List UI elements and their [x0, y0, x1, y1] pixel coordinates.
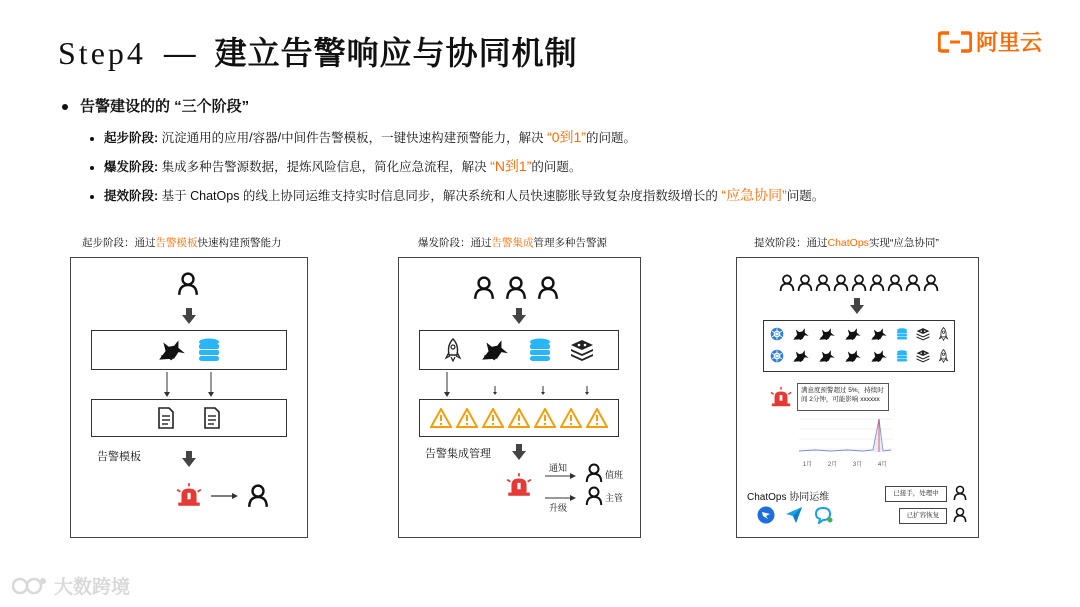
tomcat-icon — [844, 349, 862, 363]
template-row — [91, 399, 287, 437]
panel-start-stage — [70, 257, 308, 538]
person-icon — [851, 274, 867, 292]
redis-icon — [916, 349, 930, 363]
stage-text: 基于 ChatOps 的线上协同运维支持实时信息同步，解决系统和人员快速膨胀导致复杂度指数级增长的 — [161, 189, 718, 203]
down-arrow-icon — [850, 298, 864, 314]
down-arrow-icon — [512, 444, 526, 460]
chart-x-ticks — [795, 459, 895, 468]
siren-icon — [769, 386, 793, 408]
chat-apps — [757, 506, 833, 524]
person-icon — [953, 485, 967, 501]
stage-text-after: 问题。 — [786, 189, 825, 203]
bullet-dot — [62, 104, 68, 110]
document-icon — [157, 407, 175, 429]
warning-icon — [508, 408, 530, 428]
tomcat-icon — [818, 327, 836, 341]
caption-highlight: 告警模板 — [155, 237, 198, 249]
tomcat-icon — [157, 338, 187, 362]
person-icon — [905, 274, 921, 292]
redis-icon — [570, 339, 594, 361]
person-icon — [869, 274, 885, 292]
database-icon — [197, 338, 221, 362]
x-tick: 1月 — [802, 462, 813, 468]
person-icon — [953, 507, 967, 523]
stage-item-1 — [90, 127, 636, 147]
tomcat-icon — [870, 349, 888, 363]
caption-text: 爆发阶段：通过 — [418, 237, 492, 249]
tomcat-icon — [870, 327, 888, 341]
stage-text-after: 的问题。 — [586, 131, 637, 145]
person-icon — [797, 274, 813, 292]
aliyun-logo-icon — [938, 31, 972, 53]
title-dash: — — [163, 35, 197, 71]
siren-icon — [505, 472, 533, 498]
template-label: 告警模板 — [97, 451, 141, 463]
reply-bubble-1: 已接手，处理中 — [885, 486, 947, 502]
caption-highlight: 告警集成 — [491, 237, 534, 249]
database-icon — [896, 349, 908, 363]
bullet-dot — [90, 195, 94, 199]
watermark-text: 大数跨境 — [54, 577, 131, 598]
redis-icon — [916, 327, 930, 341]
stage-highlight: “应急协同” — [721, 187, 787, 203]
tomcat-icon — [844, 327, 862, 341]
manager-label: 主管 — [605, 493, 624, 503]
down-arrow-icon — [512, 308, 526, 324]
tomcat-icon — [792, 349, 810, 363]
database-icon — [528, 338, 552, 362]
person-icon — [473, 276, 495, 300]
panel-3-caption — [754, 235, 939, 250]
dingtalk-icon — [757, 506, 775, 524]
title-text: 建立告警响应与协同机制 — [214, 35, 578, 71]
warning-icon — [586, 408, 608, 428]
person-icon — [833, 274, 849, 292]
main-bullet — [62, 95, 249, 116]
page-title — [58, 28, 578, 74]
bullet-dot — [90, 137, 94, 141]
logo-text: 阿里云 — [975, 30, 1042, 55]
x-tick: 3月 — [852, 462, 863, 468]
k8s-icon — [770, 327, 784, 341]
siren-icon — [175, 483, 203, 507]
chat-icon — [813, 506, 833, 524]
stage-text: 沉淀通用的应用/容器/中间件告警模板，一键快速构建预警能力，解决 — [161, 131, 544, 145]
caption-text-after: 管理多种告警源 — [533, 237, 607, 249]
caption-highlight: ChatOps — [827, 237, 869, 249]
right-arrow-icon — [545, 473, 577, 479]
person-icon — [887, 274, 903, 292]
caption-text-after: 快速构建预警能力 — [197, 237, 282, 249]
stage-text: 集成多种告警源数据，提炼风险信息，简化应急流程，解决 — [161, 160, 487, 174]
warning-icon — [534, 408, 556, 428]
watermark — [12, 572, 130, 599]
document-icon — [203, 407, 221, 429]
right-arrow-icon — [211, 493, 239, 499]
stage-label: 提效阶段: — [104, 189, 159, 203]
panel-burst-stage — [398, 257, 641, 538]
reply-bubble-2: 已扩容恢复 — [899, 508, 947, 524]
caption-text-after: 实现“应急协同” — [868, 237, 939, 249]
stage-item-3 — [90, 185, 824, 205]
panel-1-caption — [82, 235, 282, 250]
person-icon — [505, 276, 527, 300]
alert-row — [419, 399, 619, 437]
stage-item-2 — [90, 156, 581, 176]
stage-text-after: 的问题。 — [531, 160, 582, 174]
trend-chart — [795, 413, 895, 461]
person-icon — [177, 272, 199, 296]
send-icon — [785, 506, 803, 524]
x-tick: 4月 — [877, 462, 888, 468]
chatops-label: ChatOps 协同运维 — [747, 492, 830, 503]
person-icon — [923, 274, 939, 292]
person-icon — [537, 276, 559, 300]
bullet-dot — [90, 166, 94, 170]
warning-icon — [482, 408, 504, 428]
alert-message: 满意度预警超过 5%，持续时间 2分钟，可能影响 xxxxxx — [797, 383, 889, 411]
person-icon — [247, 484, 269, 508]
down-arrow-icon — [182, 308, 196, 324]
stage-label: 起步阶段: — [104, 131, 159, 145]
notify-label: 通知 — [549, 463, 568, 473]
person-icon — [585, 463, 603, 483]
rocket-icon — [938, 349, 949, 363]
connector-lines — [399, 370, 640, 400]
stage-highlight: “0到1” — [547, 129, 586, 145]
person-icon — [815, 274, 831, 292]
warning-icon — [430, 408, 452, 428]
rocket-icon — [938, 327, 949, 341]
tomcat-icon — [480, 338, 510, 362]
title-step: Step4 — [58, 35, 146, 71]
stage-highlight: “N到1” — [490, 158, 532, 174]
team-people — [779, 274, 939, 292]
caption-text: 提效阶段：通过 — [754, 237, 828, 249]
main-bullet-text: 告警建设的的 “三个阶段” — [80, 98, 250, 115]
warning-icon — [560, 408, 582, 428]
escalate-label: 升级 — [549, 503, 568, 513]
tomcat-icon — [818, 349, 836, 363]
panel-2-caption — [418, 235, 607, 250]
integration-label: 告警集成管理 — [425, 448, 491, 460]
panel-efficiency-stage — [736, 257, 979, 538]
source-grid — [763, 320, 955, 372]
watermark-logo-icon — [12, 575, 48, 597]
database-icon — [896, 327, 908, 341]
x-tick: 2月 — [827, 462, 838, 468]
person-icon — [585, 486, 603, 506]
rocket-icon — [444, 338, 462, 362]
warning-icon — [456, 408, 478, 428]
k8s-icon — [770, 349, 784, 363]
stage-label: 爆发阶段: — [104, 160, 159, 174]
aliyun-logo — [938, 26, 1042, 57]
person-icon — [779, 274, 795, 292]
source-row — [91, 330, 287, 370]
caption-text: 起步阶段：通过 — [82, 237, 156, 249]
oncall-label: 值班 — [605, 470, 624, 480]
connector-lines — [71, 370, 307, 400]
source-row — [419, 330, 619, 370]
down-arrow-icon — [182, 451, 196, 467]
tomcat-icon — [792, 327, 810, 341]
